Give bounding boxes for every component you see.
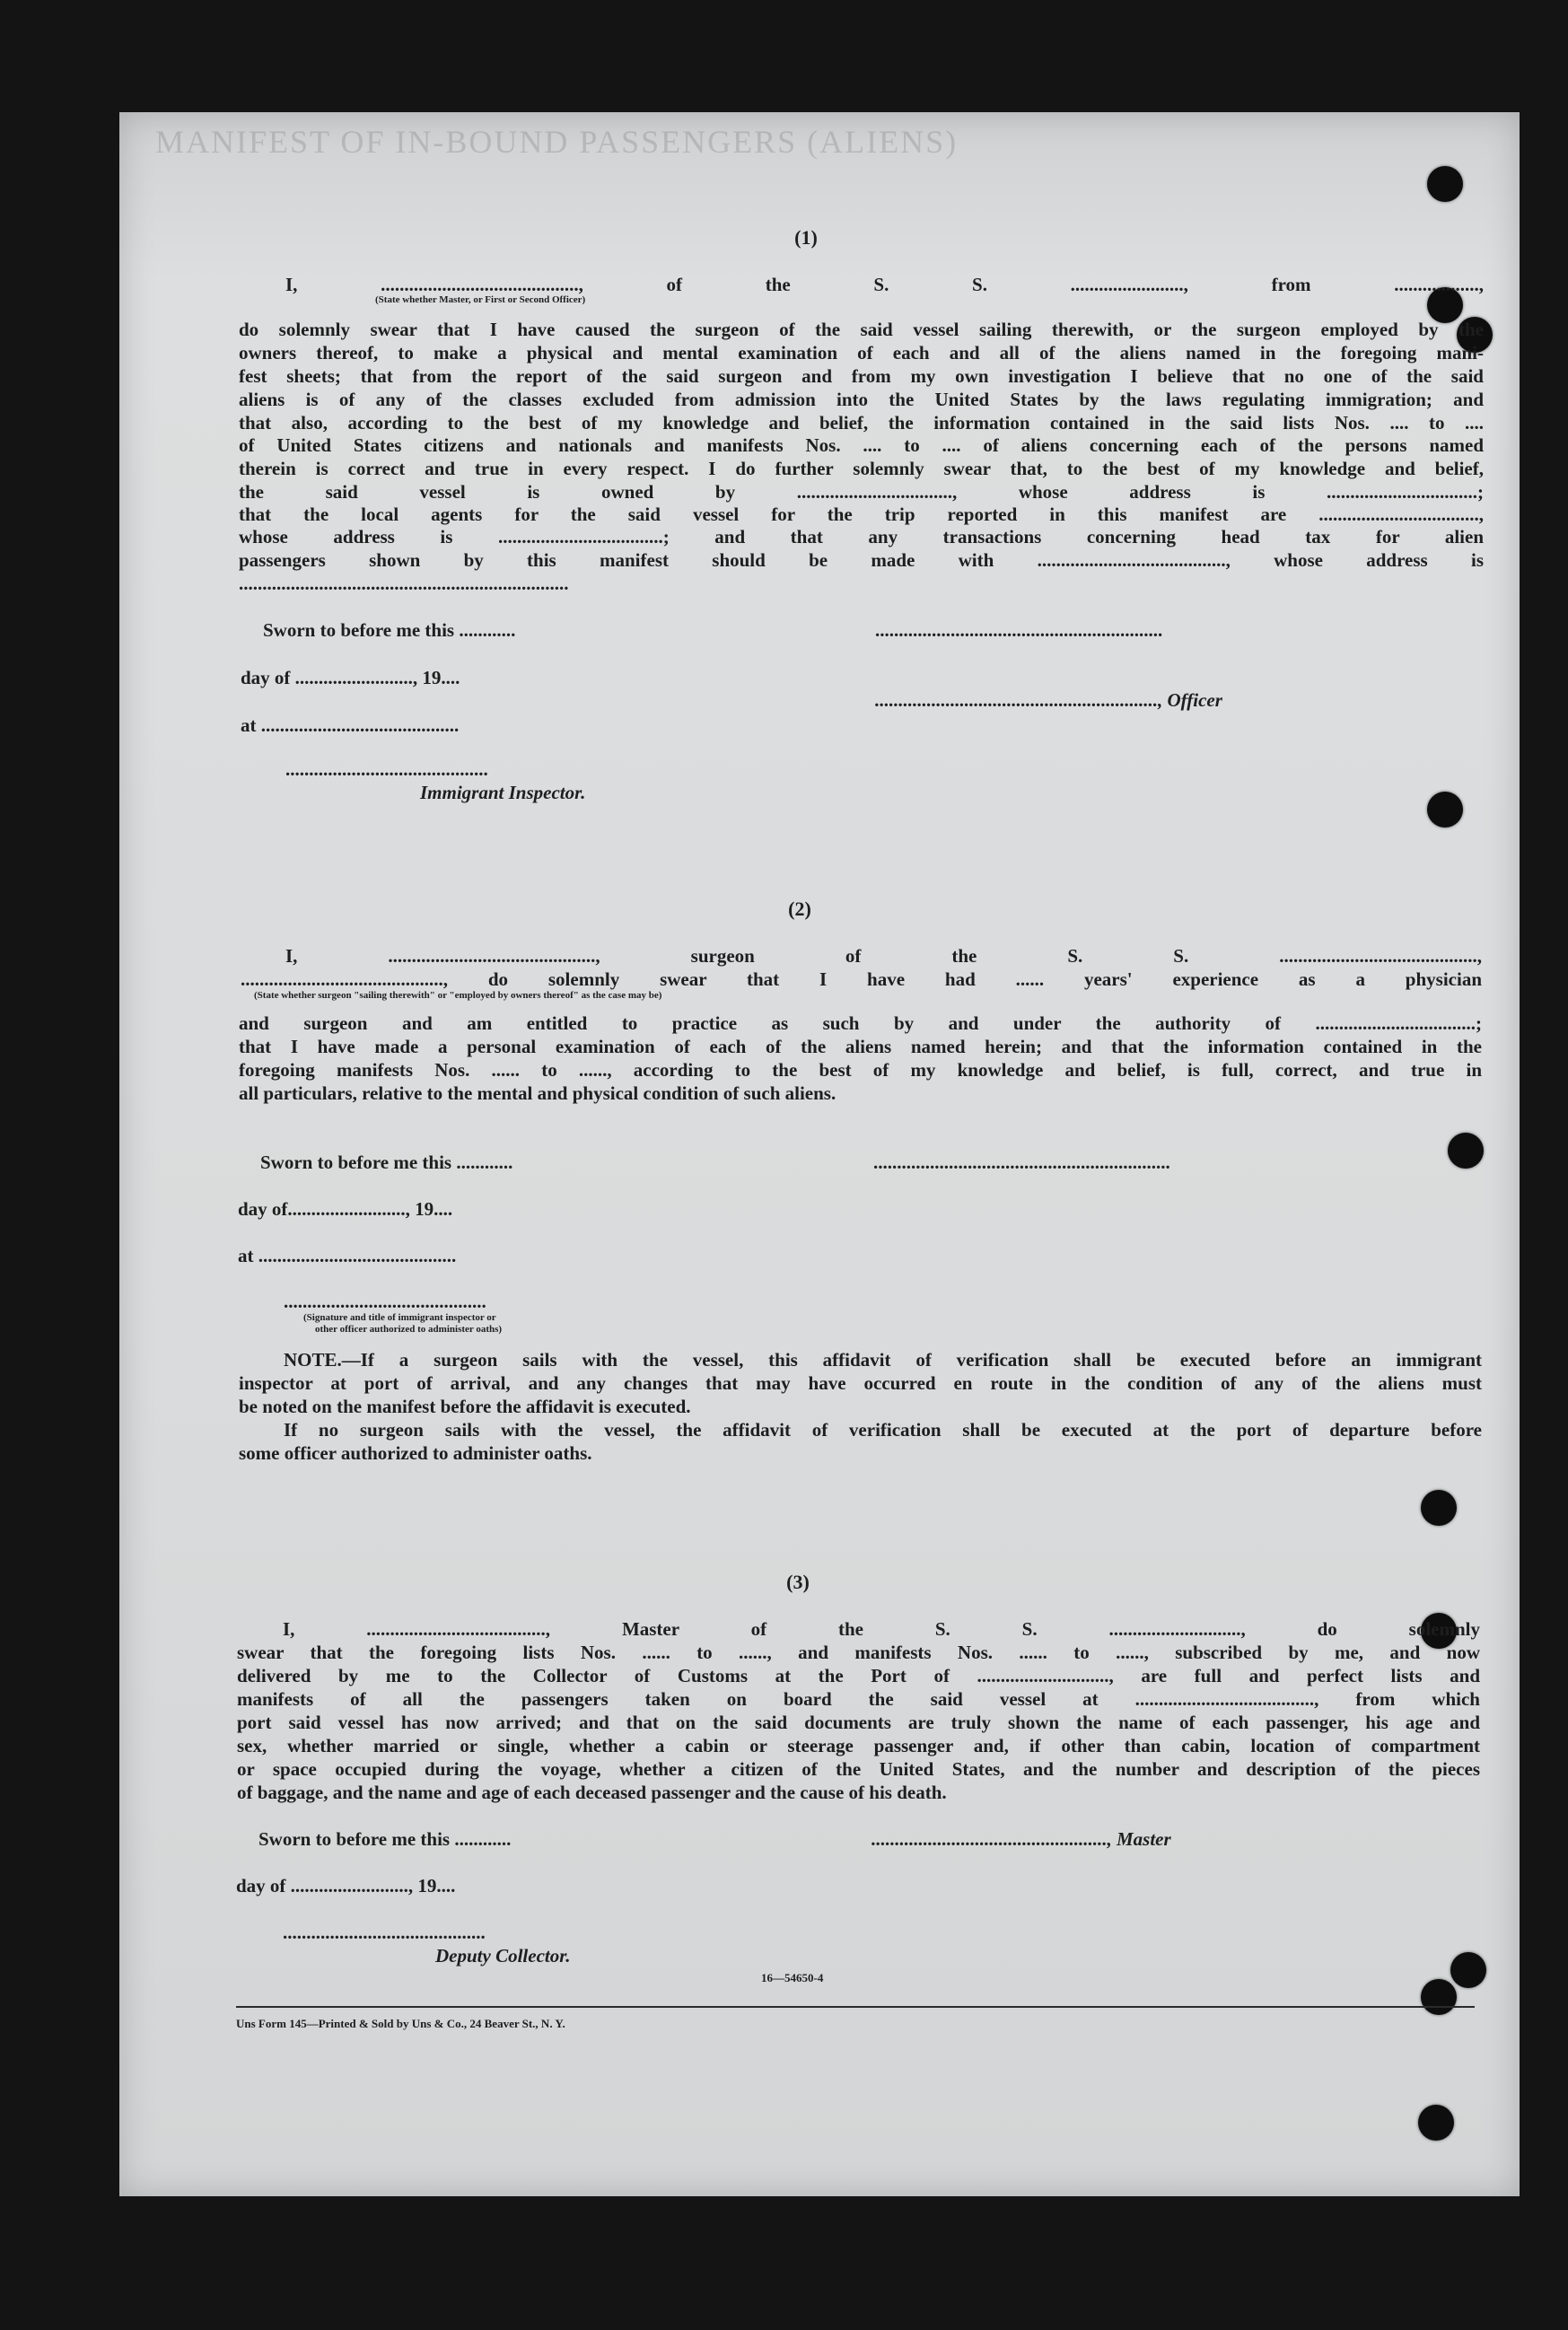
note-line: inspector at port of arrival, and any changes that may have occurred en route in the condition of any of the aliens must bbox=[239, 1372, 1482, 1394]
section-1-body-line-last: ...................................................................... bbox=[239, 573, 569, 594]
section-2-signature-line: ............................................................... bbox=[873, 1152, 1170, 1173]
section-1-line-1: I, .........................................., of the S. S. ........................, from .................., bbox=[285, 274, 1484, 295]
section-1-signature-line: ............................................................. bbox=[875, 619, 1163, 641]
section-1-inspector: Immigrant Inspector. bbox=[420, 782, 586, 803]
section-2-body-line: that I have made a personal examination of each of the aliens named herein; and that the information contained in the bbox=[239, 1036, 1482, 1057]
section-1-number: (1) bbox=[794, 226, 818, 249]
section-1-day: day of ........................., 19.... bbox=[241, 667, 460, 688]
punch-hole bbox=[1450, 1952, 1486, 1988]
footer-rule bbox=[236, 2006, 1475, 2008]
section-1-body-line: passengers shown by this manifest should be made with ........................................, whose address is bbox=[239, 549, 1484, 571]
punch-hole bbox=[1421, 1979, 1457, 2015]
section-1-body-line: that the local agents for the said vessel for the trip reported in this manifest are .................................., bbox=[239, 504, 1484, 525]
note-2-line-last: some officer authorized to administer oaths. bbox=[239, 1442, 592, 1464]
section-1-body-line: do solemnly swear that I have caused the surgeon of the said vessel sailing therewith, or the surgeon employed by the bbox=[239, 319, 1484, 340]
section-3-master: .................................................., Master bbox=[872, 1828, 1171, 1850]
section-3-sworn: Sworn to before me this ............ bbox=[258, 1828, 512, 1850]
section-1-body-line: whose address is ...................................; and that any transactions concerning head tax for alien bbox=[239, 526, 1484, 547]
section-1-body-line: the said vessel is owned by ................................., whose address is ................................; bbox=[239, 481, 1484, 503]
section-1-body-line: owners thereof, to make a physical and mental examination of each and all of the aliens named in the foregoing mani- bbox=[239, 342, 1484, 364]
section-3-body-line: or space occupied during the voyage, whether a citizen of the United States, and the number and description of the pieces bbox=[237, 1758, 1480, 1780]
section-3-body-line: port said vessel has now arrived; and that on the said documents are truly shown the name of each passenger, his age and bbox=[237, 1712, 1480, 1733]
section-1-body-line: that also, according to the best of my knowledge and belief, the information contained in the said lists Nos. .... to .... bbox=[239, 412, 1484, 434]
section-2-number: (2) bbox=[788, 898, 811, 920]
section-3-day: day of ........................., 19.... bbox=[236, 1875, 456, 1896]
section-2-at: at .......................................... bbox=[238, 1245, 457, 1266]
section-2-body-line: foregoing manifests Nos. ...... to ......, according to the best of my knowledge and belief, is full, correct, and true in bbox=[239, 1059, 1482, 1081]
section-3-collector-line: ........................................... bbox=[283, 1922, 486, 1943]
section-3-body-line: delivered by me to the Collector of Customs at the Port of ............................, are full and perfect lists and bbox=[237, 1665, 1480, 1686]
section-2-signature-note: (Signature and title of immigrant inspector or bbox=[303, 1312, 496, 1323]
document-page bbox=[119, 112, 1520, 2196]
section-3-collector: Deputy Collector. bbox=[435, 1945, 571, 1966]
section-2-signature-note: other officer authorized to administer oaths) bbox=[315, 1324, 503, 1335]
section-3-body-line: I, ......................................, Master of the S. S. ............................, do solemnly bbox=[283, 1618, 1480, 1640]
section-1-body-line: therein is correct and true in every respect. I do further solemnly swear that, to the best of my knowledge and belief, bbox=[239, 458, 1484, 479]
section-3-body-line-last: of baggage, and the name and age of each deceased passenger and the cause of his death. bbox=[237, 1782, 947, 1803]
section-2-line-2: ..........................................., do solemnly swear that I have had ...... years' experience as a physician bbox=[241, 968, 1482, 990]
printer-imprint: Uns Form 145—Printed & Sold by Uns & Co., 24 Beaver St., N. Y. bbox=[236, 2017, 565, 2030]
section-3-body-line: manifests of all the passengers taken on board the said vessel at ......................................, from which bbox=[237, 1688, 1480, 1710]
punch-hole bbox=[1421, 1490, 1457, 1526]
punch-hole bbox=[1418, 2105, 1454, 2141]
section-1-officer: ............................................................, Officer bbox=[875, 689, 1222, 711]
section-1-body-line: fest sheets; that from the report of the said surgeon and from my own investigation I believe that no one of the said bbox=[239, 365, 1484, 387]
section-2-body-line: and surgeon and am entitled to practice as such by and under the authority of ..................................; bbox=[239, 1012, 1482, 1034]
punch-hole bbox=[1427, 792, 1463, 828]
section-2-day: day of........................., 19.... bbox=[238, 1198, 453, 1220]
note-2-line: If no surgeon sails with the vessel, the affidavit of verification shall be executed at the port of departure before bbox=[284, 1419, 1482, 1441]
form-number: 16—54650-4 bbox=[761, 1971, 824, 1984]
section-2-line-1: I, ............................................, surgeon of the S. S. .........................................., bbox=[285, 945, 1482, 967]
section-1-body-line: aliens is of any of the classes excluded from admission into the United States by the laws regulating immigration; and bbox=[239, 389, 1484, 410]
bleed-through-header: MANIFEST OF IN-BOUND PASSENGERS (ALIENS) bbox=[155, 124, 959, 160]
section-3-number: (3) bbox=[786, 1571, 810, 1593]
section-2-inspector-line: ........................................... bbox=[284, 1291, 486, 1312]
section-1-inspector-line: ........................................... bbox=[285, 758, 488, 780]
section-2-sworn: Sworn to before me this ............ bbox=[260, 1152, 513, 1173]
section-3-body-line: swear that the foregoing lists Nos. ...... to ......, and manifests Nos. ...... to ......, subscribed by me, and now bbox=[237, 1642, 1480, 1663]
section-2-body-line-last: all particulars, relative to the mental and physical condition of such aliens. bbox=[239, 1082, 837, 1104]
punch-hole bbox=[1448, 1133, 1484, 1169]
note-line: NOTE.—If a surgeon sails with the vessel, this affidavit of verification shall be executed before an immigrant bbox=[284, 1349, 1482, 1371]
note-line-last: be noted on the manifest before the affidavit is executed. bbox=[239, 1396, 691, 1417]
section-1-note: (State whether Master, or First or Second Officer) bbox=[375, 294, 586, 305]
section-2-note: (State whether surgeon "sailing therewith" or "employed by owners thereof" as the case may be) bbox=[254, 990, 662, 1001]
section-1-sworn: Sworn to before me this ............ bbox=[263, 619, 516, 641]
section-1-at: at .......................................... bbox=[241, 714, 460, 736]
section-3-body-line: sex, whether married or single, whether a cabin or steerage passenger and, if other than cabin, location of compartment bbox=[237, 1735, 1480, 1756]
section-1-body-line: of United States citizens and nationals and manifests Nos. .... to .... of aliens concerning each of the persons named bbox=[239, 434, 1484, 456]
punch-hole bbox=[1427, 166, 1463, 202]
